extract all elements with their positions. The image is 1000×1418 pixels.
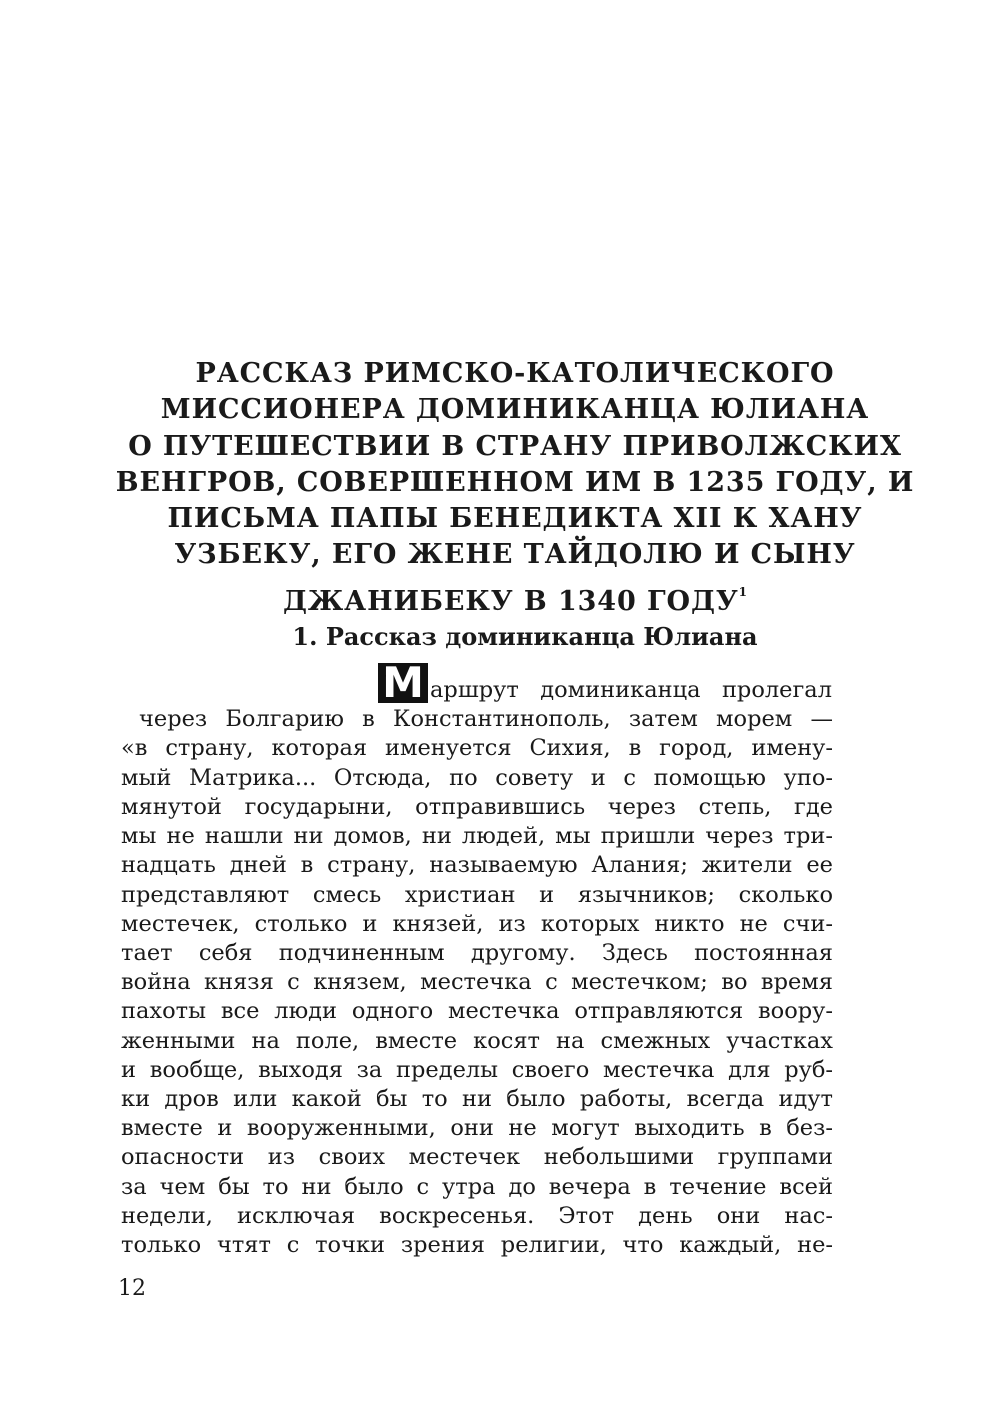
- text-line: опасности из своих местечек небольшими группами: [121, 1144, 833, 1170]
- text-line: аршрут доминиканца пролегал: [430, 677, 832, 703]
- title-line: УЗБЕКУ, ЕГО ЖЕНЕ ТАЙДОЛЮ И СЫНУ: [174, 539, 856, 571]
- text-line: надцать дней в страну, называемую Алания; жители ее: [121, 852, 833, 878]
- text-line: местечек, столько и князей, из которых никто не счи-: [121, 911, 833, 937]
- text-line: «в страну, которая именуется Сихия, в город, имену-: [121, 735, 833, 761]
- text-line: мянутой государыни, отправившись через степь, где: [121, 794, 833, 820]
- text-line: война князя с князем, местечка с местечком; во время: [121, 969, 833, 995]
- text-line: представляют смесь христиан и язычников; сколько: [121, 882, 833, 908]
- chapter-title: [100, 356, 930, 620]
- text-line: мы не нашли ни домов, ни людей, мы пришли через три-: [121, 823, 833, 849]
- text-line: недели, исключая воскресенья. Этот день они нас-: [121, 1203, 833, 1229]
- footnote-marker[interactable]: 1: [738, 584, 748, 599]
- text-line: через Болгарию в Константинополь, затем морем —: [139, 706, 833, 732]
- text-line: женными на поле, вместе косят на смежных участках: [121, 1028, 833, 1054]
- title-line: МИССИОНЕРА ДОМИНИКАНЦА ЮЛИАНА: [160, 394, 870, 426]
- text-line: пахоты все люди одного местечка отправляются воору-: [121, 998, 833, 1024]
- page-number: 12: [118, 1276, 146, 1301]
- title-line-last: [100, 574, 930, 620]
- section-heading: 1. Рассказ доминиканца Юлиана: [292, 622, 758, 651]
- title-line: ВЕНГРОВ, СОВЕРШЕННОМ ИМ В 1235 ГОДУ, И: [115, 466, 915, 498]
- text-line: за чем бы то ни было с утра до вечера в течение всей: [121, 1174, 833, 1200]
- title-line: ДЖАНИБЕКУ В 1340 ГОДУ: [282, 585, 739, 617]
- text-line: мый Матрика... Отсюда, по совету и с помощью упо-: [121, 765, 833, 791]
- title-line: О ПУТЕШЕСТВИИ В СТРАНУ ПРИВОЛЖСКИХ: [128, 430, 902, 462]
- text-line: и вообще, выходя за пределы своего местечка для руб-: [121, 1057, 833, 1083]
- text-line: тает себя подчиненным другому. Здесь постоянная: [121, 940, 833, 966]
- text-line: вместе и вооруженными, они не могут выходить в без-: [121, 1115, 833, 1141]
- drop-cap: М: [378, 663, 428, 703]
- title-line: РАССКАЗ РИМСКО-КАТОЛИЧЕСКОГО: [195, 358, 835, 389]
- text-line: ки дров или какой бы то ни было работы, всегда идут: [121, 1086, 833, 1112]
- title-line: ПИСЬМА ПАПЫ БЕНЕДИКТА XII К ХАНУ: [167, 503, 863, 535]
- text-line: только чтят с точки зрения религии, что каждый, не-: [121, 1232, 833, 1258]
